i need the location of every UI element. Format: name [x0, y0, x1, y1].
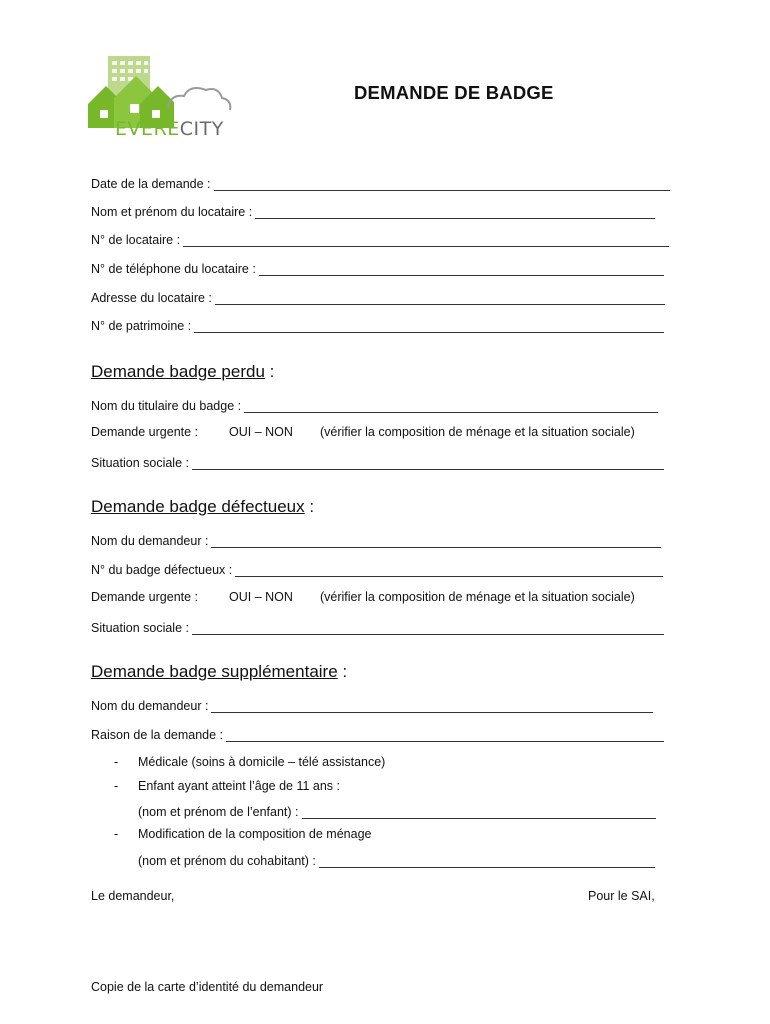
- phone-blank[interactable]: [259, 263, 664, 276]
- option-household: Modification de la composition de ménage: [138, 827, 372, 841]
- child-name-row: [138, 803, 656, 819]
- bullet-dash: -: [114, 755, 119, 769]
- child-name-blank[interactable]: [302, 806, 656, 819]
- section-defective-heading: [91, 497, 314, 517]
- phone-label: N° de téléphone du locataire :: [91, 262, 256, 276]
- section-defective-colon: :: [309, 497, 315, 516]
- badge-number-row: [91, 561, 663, 577]
- section-extra-title: Demande badge supplémentaire: [91, 662, 338, 681]
- lost-social-blank[interactable]: [192, 457, 664, 470]
- tenant-name-blank[interactable]: [255, 206, 655, 219]
- patrimony-blank[interactable]: [194, 320, 664, 333]
- reason-label: Raison de la demande :: [91, 728, 224, 742]
- lost-social-row: [91, 454, 664, 470]
- holder-label: Nom du titulaire du badge :: [91, 399, 242, 413]
- tenant-number-blank[interactable]: [183, 234, 669, 247]
- patrimony-row: [91, 317, 664, 333]
- footer-note: Copie de la carte d’identité du demandeur: [91, 980, 324, 994]
- signature-requester: Le demandeur,: [91, 889, 175, 903]
- logo-text-city: CITY: [179, 118, 224, 140]
- lost-verify-note: (vérifier la composition de ménage et la situation sociale): [320, 425, 635, 439]
- defective-requester-label: Nom du demandeur :: [91, 534, 209, 548]
- cohabitant-label: (nom et prénom du cohabitant) :: [138, 854, 316, 868]
- tenant-name-label: Nom et prénom du locataire :: [91, 205, 253, 219]
- phone-row: [91, 260, 664, 276]
- section-lost-heading: [91, 362, 274, 382]
- defective-verify-note: (vérifier la composition de ménage et la situation sociale): [320, 590, 635, 604]
- lost-urgent-label: Demande urgente :: [91, 425, 199, 439]
- defective-yes-no[interactable]: OUI – NON: [229, 590, 293, 604]
- date-blank[interactable]: [214, 178, 670, 191]
- reason-row: [91, 726, 664, 742]
- address-label: Adresse du locataire :: [91, 291, 212, 305]
- address-row: [91, 289, 665, 305]
- logo-text-evere: EVERE: [115, 118, 180, 140]
- badge-number-label: N° du badge défectueux :: [91, 563, 233, 577]
- cohabitant-row: [138, 852, 655, 868]
- defective-social-label: Situation sociale :: [91, 621, 189, 635]
- tenant-number-label: N° de locataire :: [91, 233, 181, 247]
- date-field-row: [91, 175, 670, 191]
- badge-number-blank[interactable]: [235, 564, 663, 577]
- defective-urgent-label: Demande urgente :: [91, 590, 199, 604]
- lost-yes-no[interactable]: OUI – NON: [229, 425, 293, 439]
- section-extra-colon: :: [342, 662, 348, 681]
- defective-requester-row: [91, 532, 661, 548]
- tenant-number-row: [91, 231, 669, 247]
- section-extra-heading: [91, 662, 347, 682]
- date-label: Date de la demande :: [91, 177, 211, 191]
- section-lost-colon: :: [269, 362, 275, 381]
- name-field-row: [91, 203, 655, 219]
- holder-row: [91, 397, 658, 413]
- bullet-dash: -: [114, 827, 119, 841]
- defective-social-row: [91, 619, 664, 635]
- section-lost-title: Demande badge perdu: [91, 362, 265, 381]
- defective-social-blank[interactable]: [192, 622, 664, 635]
- logo-wordmark: [115, 118, 224, 140]
- page-title: DEMANDE DE BADGE: [354, 82, 554, 103]
- option-child: Enfant ayant atteint l’âge de 11 ans :: [138, 779, 340, 793]
- child-name-label: (nom et prénom de l’enfant) :: [138, 805, 299, 819]
- extra-requester-label: Nom du demandeur :: [91, 699, 209, 713]
- patrimony-label: N° de patrimoine :: [91, 319, 192, 333]
- extra-requester-blank[interactable]: [211, 700, 653, 713]
- reason-blank[interactable]: [226, 729, 664, 742]
- defective-requester-blank[interactable]: [211, 535, 661, 548]
- option-medical: Médicale (soins à domicile – télé assistance): [138, 755, 386, 769]
- holder-blank[interactable]: [244, 400, 658, 413]
- signature-sai: Pour le SAI,: [588, 889, 655, 903]
- cohabitant-blank[interactable]: [319, 855, 655, 868]
- address-blank[interactable]: [215, 292, 665, 305]
- bullet-dash: -: [114, 779, 119, 793]
- extra-requester-row: [91, 697, 653, 713]
- section-defective-title: Demande badge défectueux: [91, 497, 305, 516]
- lost-social-label: Situation sociale :: [91, 456, 189, 470]
